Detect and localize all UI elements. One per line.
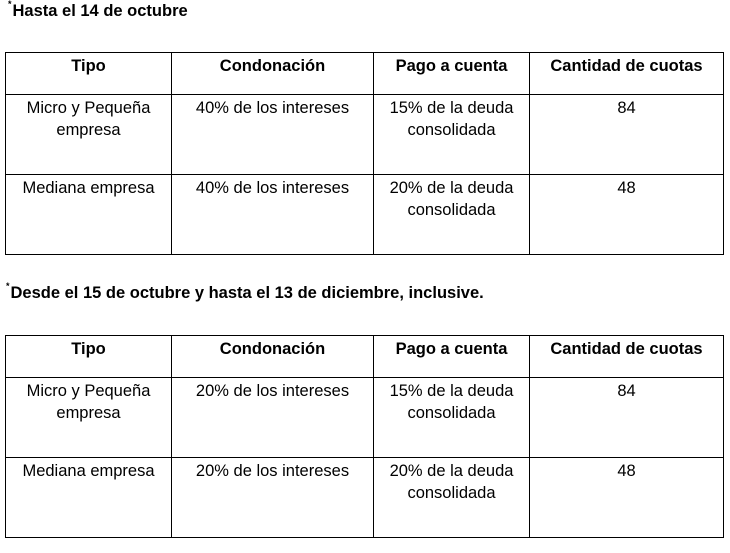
section-heading-text: Desde el 15 de octubre y hasta el 13 de diciembre, inclusive. [10, 284, 484, 302]
cell-cantidad-de-cuotas: 84 [530, 95, 724, 175]
cell-pago-a-cuenta: 15% de la deuda consolidada [374, 95, 530, 175]
table-row [6, 378, 724, 458]
cell-condonacion: 20% de los intereses [172, 378, 374, 458]
cell-tipo: Micro y Pequeña empresa [6, 378, 172, 458]
header-cantidad-de-cuotas: Cantidad de cuotas [530, 53, 724, 95]
cell-condonacion: 40% de los intereses [172, 175, 374, 255]
section-heading [6, 281, 484, 303]
table-row [6, 95, 724, 175]
cell-cantidad-de-cuotas: 48 [530, 458, 724, 538]
table-row [6, 175, 724, 255]
table-row [6, 458, 724, 538]
table-header-row [6, 336, 724, 378]
header-tipo: Tipo [6, 53, 172, 95]
cell-tipo: Micro y Pequeña empresa [6, 95, 172, 175]
header-pago-a-cuenta: Pago a cuenta [374, 336, 530, 378]
asterisk-mark: * [8, 0, 12, 9]
section-heading-text: Hasta el 14 de octubre [12, 2, 188, 20]
cell-pago-a-cuenta: 20% de la deuda consolidada [374, 175, 530, 255]
terms-table [5, 52, 724, 255]
cell-condonacion: 40% de los intereses [172, 95, 374, 175]
header-cantidad-de-cuotas: Cantidad de cuotas [530, 336, 724, 378]
header-condonacion: Condonación [172, 53, 374, 95]
cell-tipo: Mediana empresa [6, 458, 172, 538]
asterisk-mark: * [6, 281, 10, 291]
terms-table [5, 335, 724, 538]
table-header-row [6, 53, 724, 95]
cell-cantidad-de-cuotas: 84 [530, 378, 724, 458]
section-heading [8, 2, 188, 21]
cell-tipo: Mediana empresa [6, 175, 172, 255]
cell-pago-a-cuenta: 15% de la deuda consolidada [374, 378, 530, 458]
header-tipo: Tipo [6, 336, 172, 378]
cell-cantidad-de-cuotas: 48 [530, 175, 724, 255]
header-condonacion: Condonación [172, 336, 374, 378]
header-pago-a-cuenta: Pago a cuenta [374, 53, 530, 95]
cell-condonacion: 20% de los intereses [172, 458, 374, 538]
cell-pago-a-cuenta: 20% de la deuda consolidada [374, 458, 530, 538]
